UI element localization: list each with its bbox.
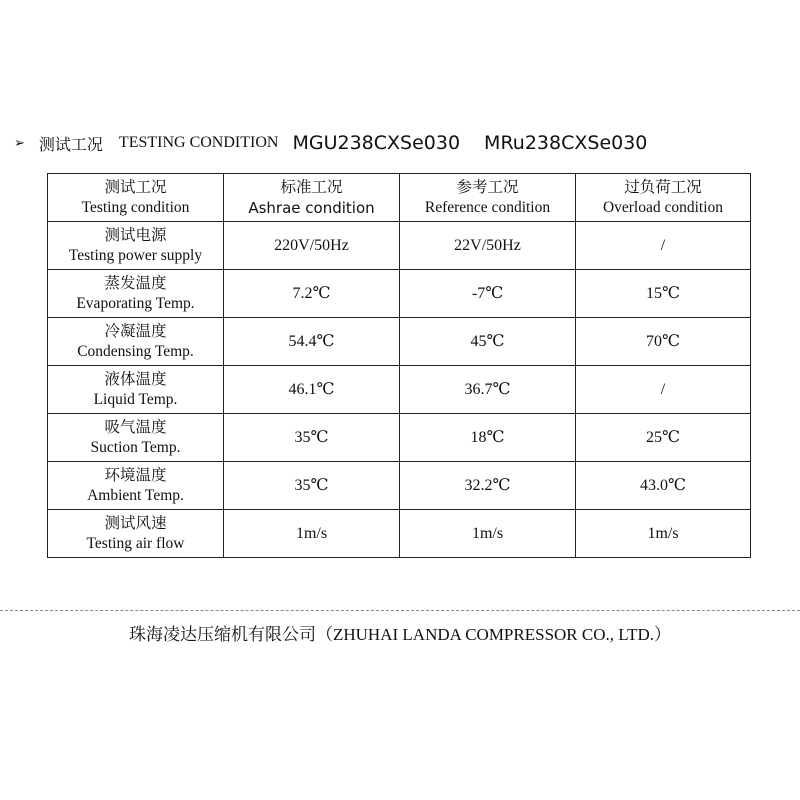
company-footer: 珠海凌达压缩机有限公司（ZHUHAI LANDA COMPRESSOR CO., LTD.） [129, 625, 671, 644]
model-number-2: MRu238CXSe030 [484, 132, 648, 154]
header-cell [224, 174, 400, 222]
table-row [48, 366, 751, 414]
value-cell: 54.4℃ [224, 318, 400, 366]
heading-title-cn: 测试工况 [38, 136, 103, 154]
header-cell [400, 174, 576, 222]
row-label-cn: 吸气温度 [104, 418, 167, 436]
row-label-cn: 蒸发温度 [104, 274, 167, 292]
arrow-bullet-icon: ➢ [14, 135, 25, 151]
value-cell: 1m/s [400, 510, 576, 558]
row-label-cell [48, 222, 224, 270]
heading-title-en: TESTING CONDITION [118, 134, 279, 151]
table-header-row [48, 174, 751, 222]
value-cell: 1m/s [224, 510, 400, 558]
value-cell: 35℃ [224, 462, 400, 510]
value-cell: 70℃ [576, 318, 751, 366]
value-cell: 43.0℃ [576, 462, 751, 510]
row-label-en: Ambient Temp. [87, 486, 184, 504]
header-label-cn: 测试工况 [104, 178, 167, 196]
table-row [48, 414, 751, 462]
value-cell: 22V/50Hz [400, 222, 576, 270]
row-label-cn: 液体温度 [104, 370, 167, 388]
header-cell [576, 174, 751, 222]
row-label-cell [48, 366, 224, 414]
value-cell: 220V/50Hz [224, 222, 400, 270]
value-cell: 35℃ [224, 414, 400, 462]
header-cell [48, 174, 224, 222]
value-cell: 18℃ [400, 414, 576, 462]
row-label-cn: 冷凝温度 [104, 322, 167, 340]
header-label-cn: 过负荷工况 [624, 178, 702, 196]
row-label-cell [48, 462, 224, 510]
value-cell: 32.2℃ [400, 462, 576, 510]
table-row [48, 510, 751, 558]
header-label-cn: 参考工况 [456, 178, 519, 196]
header-label-en: Overload condition [602, 198, 724, 216]
model-number-1: MGU238CXSe030 [292, 132, 461, 154]
table-row [48, 462, 751, 510]
row-label-cell [48, 510, 224, 558]
row-label-en: Condensing Temp. [77, 342, 194, 360]
value-cell: 1m/s [576, 510, 751, 558]
section-heading [14, 128, 671, 158]
value-cell: / [576, 366, 751, 414]
value-cell: / [576, 222, 751, 270]
header-label-en: Ashrae condition [248, 198, 375, 217]
row-label-en: Testing air flow [86, 534, 185, 552]
row-label-cell [48, 270, 224, 318]
row-label-cell [48, 318, 224, 366]
value-cell: 45℃ [400, 318, 576, 366]
header-label-en: Testing condition [81, 198, 190, 216]
row-label-en: Liquid Temp. [93, 390, 178, 408]
testing-condition-table [47, 173, 751, 558]
row-label-cn: 环境温度 [104, 466, 167, 484]
row-label-cn: 测试电源 [104, 226, 167, 244]
table-row [48, 270, 751, 318]
value-cell: 15℃ [576, 270, 751, 318]
header-label-cn: 标准工况 [280, 178, 343, 196]
row-label-en: Evaporating Temp. [76, 294, 195, 312]
row-label-en: Suction Temp. [90, 438, 181, 456]
dashed-divider [0, 610, 800, 611]
value-cell: -7℃ [400, 270, 576, 318]
value-cell: 25℃ [576, 414, 751, 462]
value-cell: 46.1℃ [224, 366, 400, 414]
row-label-en: Testing power supply [68, 246, 203, 264]
value-cell: 36.7℃ [400, 366, 576, 414]
table-row [48, 222, 751, 270]
header-label-en: Reference condition [424, 198, 551, 216]
value-cell: 7.2℃ [224, 270, 400, 318]
table-row [48, 318, 751, 366]
row-label-cell [48, 414, 224, 462]
row-label-cn: 测试风速 [104, 514, 167, 532]
